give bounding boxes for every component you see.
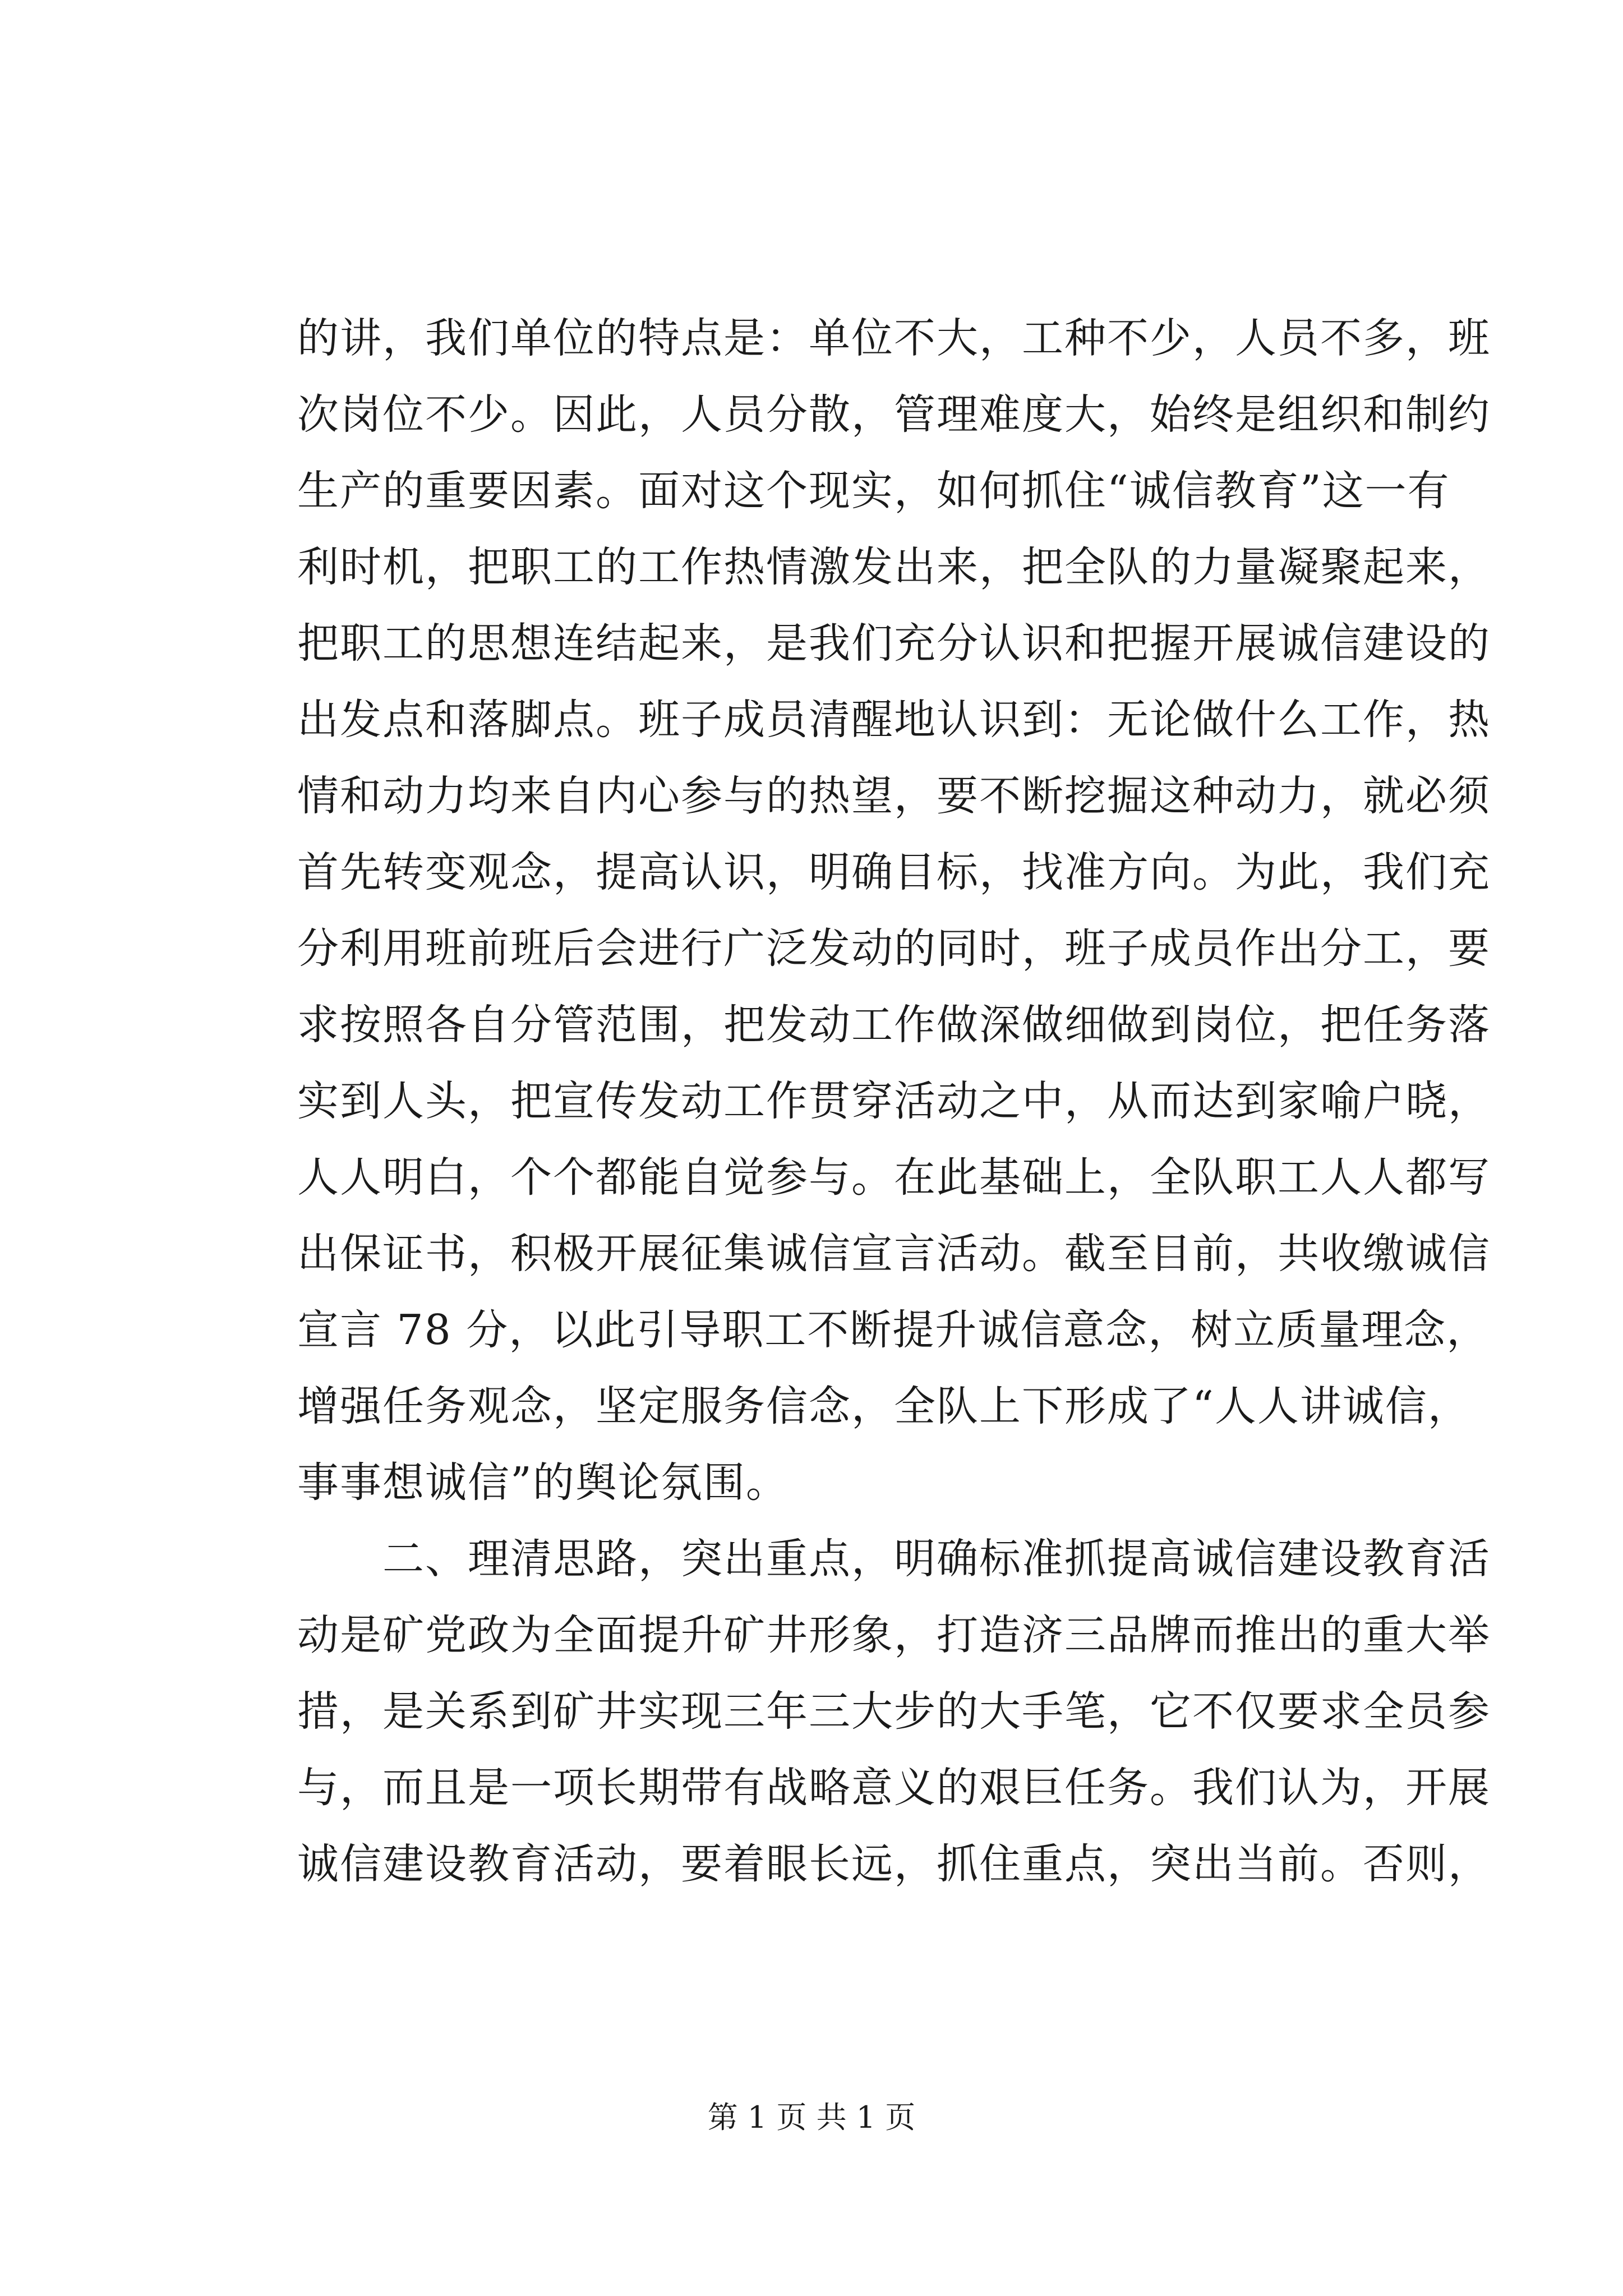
text-line: 把职工的思想连结起来，是我们充分认识和把握开展诚信建设的 [297,619,1491,668]
text-line: 措，是关系到矿井实现三年三大步的大手笔，它不仅要求全员参 [297,1687,1491,1736]
text-line: 求按照各自分管范围，把发动工作做深做细做到岗位，把任务落 [297,1001,1491,1049]
text-line: 利时机，把职工的工作热情激发出来，把全队的力量凝聚起来， [297,543,1491,591]
text-line: 宣言 78 分，以此引导职工不断提升诚信意念，树立质量理念， [297,1306,1490,1354]
text-line: 诚信建设教育活动，要着眼长远，抓住重点，突出当前。否则， [297,1840,1491,1888]
text-line: 与，而且是一项长期带有战略意义的艰巨任务。我们认为，开展 [297,1764,1491,1812]
text-line: 情和动力均来自内心参与的热望，要不断挖掘这种动力，就必须 [297,772,1491,820]
page-footer [0,2098,1623,2137]
text-line: 事事想诚信”的舆论氛围。 [297,1458,789,1507]
text-line: 出发点和落脚点。班子成员清醒地认识到：无论做什么工作，热 [297,696,1491,744]
text-line: 首先转变观念，提高认识，明确目标，找准方向。为此，我们充 [297,848,1491,896]
text-line: 生产的重要因素。面对这个现实，如何抓住“诚信教育”这一有 [297,467,1450,515]
text-line: 人人明白，个个都能自觉参与。在此基础上，全队职工人人都写 [297,1153,1491,1202]
text-line: 动是矿党政为全面提升矿井形象，打造济三品牌而推出的重大举 [297,1611,1491,1659]
text-line: 增强任务观念，坚定服务信念，全队上下形成了“人人讲诚信， [297,1382,1470,1430]
text-line: 实到人头，把宣传发动工作贯穿活动之中，从而达到家喻户晓， [297,1077,1491,1125]
text-line: 的讲，我们单位的特点是：单位不大，工种不少，人员不多，班 [297,314,1491,362]
text-line: 次岗位不少。因此，人员分散，管理难度大，始终是组织和制约 [297,390,1491,439]
text-line: 分利用班前班后会进行广泛发动的同时，班子成员作出分工，要 [297,924,1491,973]
text-line: 出保证书，积极开展征集诚信宣言活动。截至目前，共收缴诚信 [297,1230,1491,1278]
page-number: 第 1 页 共 1 页 [707,2100,916,2135]
body-text [297,300,1491,1902]
paragraph-start-line: 二、理清思路，突出重点，明确标准抓提高诚信建设教育活 [297,1535,1491,1583]
